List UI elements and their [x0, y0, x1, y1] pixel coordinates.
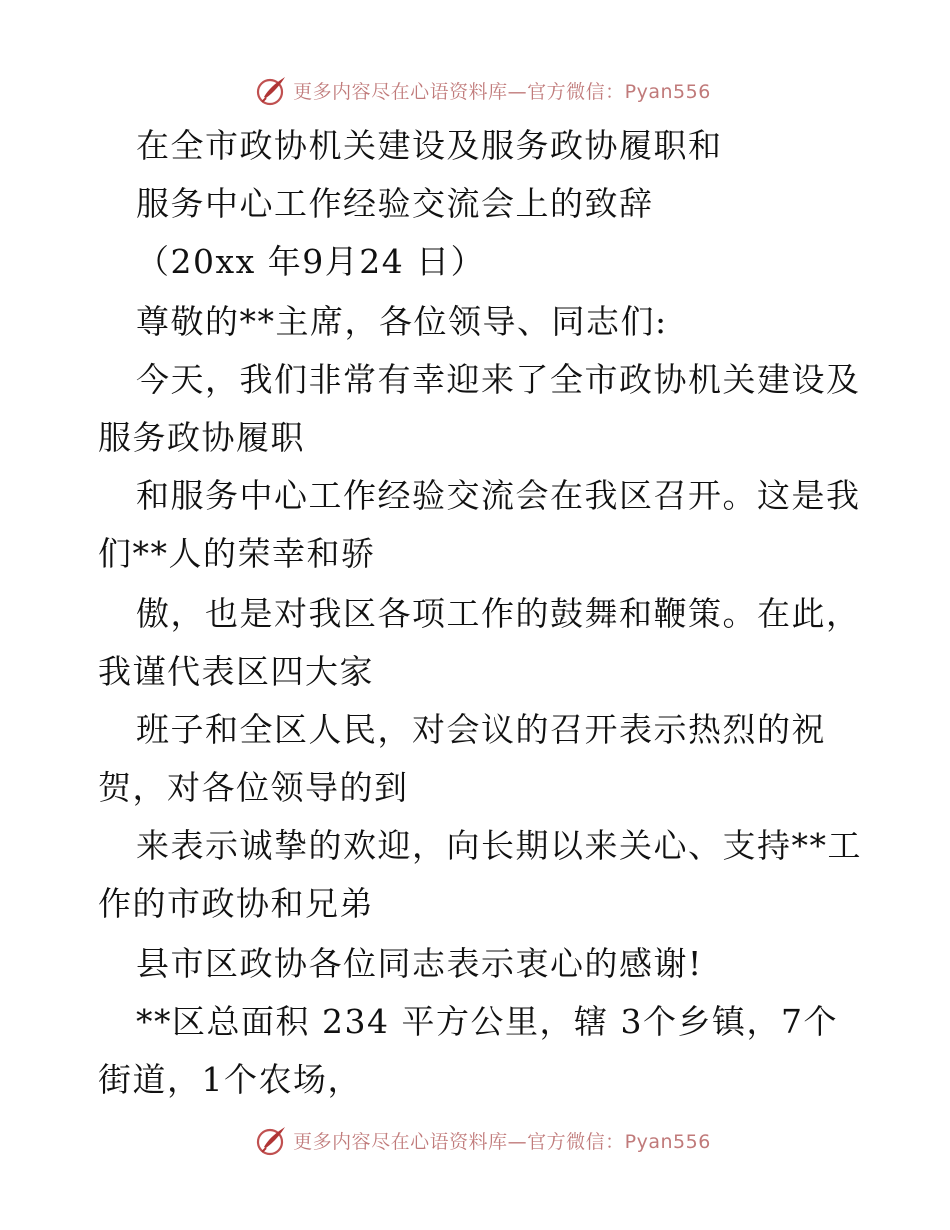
paragraph-line: **区总面积 234 平方公里，辖 3个乡镇，7个 — [136, 1002, 838, 1041]
document-title-line-2: 服务中心工作经验交流会上的致辞 — [136, 184, 654, 223]
footer-banner-text: 更多内容尽在心语资料库—官方微信：Pyan556 — [293, 1130, 711, 1153]
document-salutation: 尊敬的**主席，各位领导、同志们: — [136, 302, 668, 341]
paragraph-line: 来表示诚挚的欢迎，向长期以来关心、支持**工 — [136, 826, 862, 865]
paragraph-line: 街道，1个农场， — [98, 1060, 362, 1099]
quill-logo-icon — [255, 73, 289, 107]
paragraph-line: 县市区政协各位同志表示衷心的感谢! — [136, 944, 703, 983]
header-banner-text: 更多内容尽在心语资料库—官方微信：Pyan556 — [293, 80, 711, 103]
paragraph-line: 今天，我们非常有幸迎来了全市政协机关建设及 — [136, 360, 861, 399]
document-date: （20xx 年9月24 日） — [136, 242, 486, 281]
header-banner — [0, 70, 950, 110]
paragraph-line: 贺，对各位领导的到 — [98, 768, 409, 807]
paragraph-line: 服务政协履职 — [98, 418, 305, 457]
paragraph-line: 作的市政协和兄弟 — [98, 884, 374, 923]
paragraph-line: 班子和全区人民，对会议的召开表示热烈的祝 — [136, 710, 826, 749]
quill-logo-icon — [255, 1123, 289, 1157]
paragraph-line: 和服务中心工作经验交流会在我区召开。这是我 — [136, 476, 861, 515]
document-title-line-1: 在全市政协机关建设及服务政协履职和 — [136, 126, 723, 165]
paragraph-line: 我谨代表区四大家 — [98, 652, 374, 691]
paragraph-line: 们**人的荣幸和骄 — [98, 534, 376, 573]
footer-banner — [0, 1120, 950, 1160]
paragraph-line: 傲，也是对我区各项工作的鼓舞和鞭策。在此， — [136, 594, 861, 633]
